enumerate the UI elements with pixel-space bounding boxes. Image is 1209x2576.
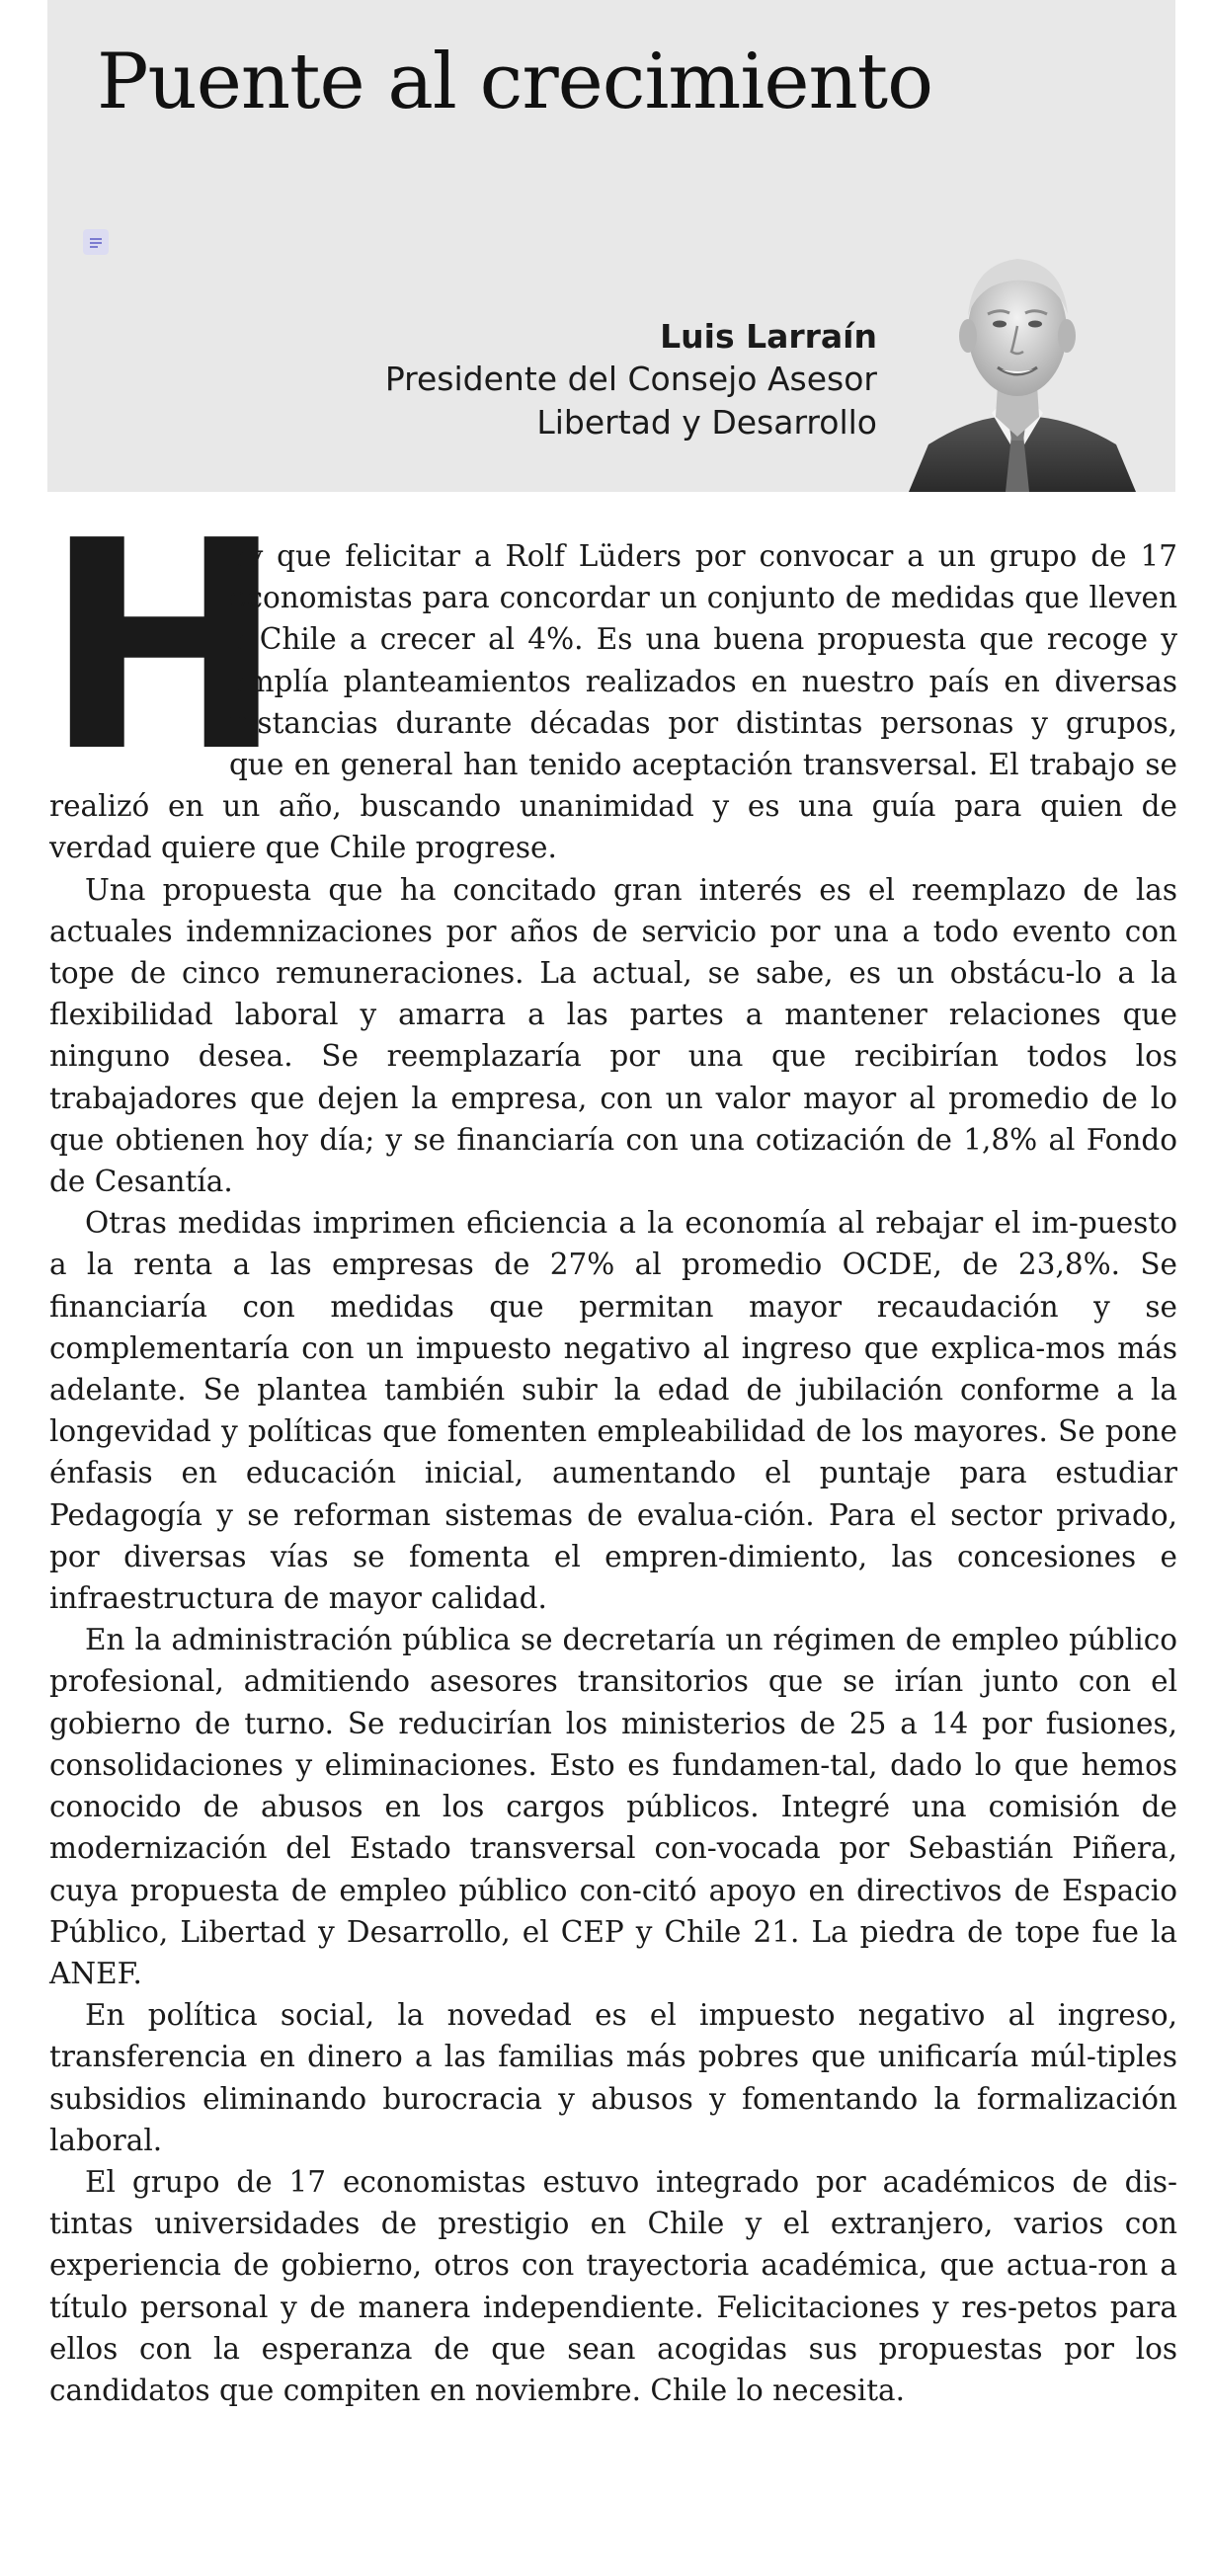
paragraph-1: ay que felicitar a Rolf Lüders por convocar a un grupo de 17 economistas para concordar un conjunto de medidas que lleven a Chile a crecer al 4%. Es una buena propuesta que recoge y amplía planteamientos realizados en nuestro país en diversas instancias durante décadas por distintas personas y grupos, que en general han tenido aceptación transversal. El trabajo se realizó en un año, buscando unanimidad y es una guía para quien de verdad quiere que Chile progrese.: [49, 539, 1177, 865]
author-role-line2: Libertad y Desarrollo: [536, 403, 877, 442]
author-name: Luis Larraín: [660, 317, 877, 356]
dropcap-h: [43, 479, 285, 815]
dropcap-letter: H: [43, 479, 285, 815]
author-role-line1: Presidente del Consejo Asesor: [384, 360, 877, 398]
paragraph-5: En política social, la novedad es el impuesto negativo al ingreso, transferencia en dinero a las familias más pobres que unificaría múl-tiples subsidios eliminando burocracia y abusos y fomentando la formalización laboral.: [49, 1998, 1177, 2157]
author-portrait: [889, 198, 1146, 492]
paragraph-2: Una propuesta que ha concitado gran interés es el reemplazo de las actuales indemnizaciones por años de servicio por una a todo evento con tope de cinco remuneraciones. La actual, se sabe, es un obstácu-lo a la flexibilidad laboral y amarra a las partes a mantener relaciones que ninguno desea. Se reemplazaría por una que recibirían todos los trabajadores que dejen la empresa, con un valor mayor al promedio de lo que obtienen hoy día; y se financiaría con una cotización de 1,8% al Fondo de Cesantía.: [49, 872, 1177, 1199]
article-body: [43, 479, 1177, 2411]
paragraph-6: El grupo de 17 economistas estuvo integrado por académicos de dis-tintas universidades de prestigio en Chile y el extranjero, varios con experiencia de gobierno, otros con trayectoria académica, que actua-ron a título personal y de manera independiente. Felicitaciones y res-petos para ellos con la esperanza de que sean acogidas sus propuestas por los candidatos que compiten en noviembre. Chile lo necesita.: [49, 2164, 1177, 2407]
paragraph-3: Otras medidas imprimen eficiencia a la economía al rebajar el im-puesto a la renta a las empresas de 27% al promedio OCDE, de 23,8%. Se financiaría con medidas que permitan mayor recaudación y se complementaría con un impuesto negativo al ingreso que explica-mos más adelante. Se plantea también subir la edad de jubilación conforme a la longevidad y políticas que fomenten empleabilidad de los mayores. Se pone énfasis en educación inicial, aumentando el puntaje para estudiar Pedagogía y se reforman sistemas de evalua-ción. Para el sector privado, por diversas vías se fomenta el empren-dimiento, las concesiones e infraestructura de mayor calidad.: [49, 1206, 1177, 1616]
headline: Puente al crecimiento: [97, 38, 933, 126]
document-note-icon[interactable]: [83, 229, 109, 255]
author-portrait-illustration: [889, 198, 1146, 492]
paragraph-4: En la administración pública se decretaría un régimen de empleo público profesional, admitiendo asesores transitorios que se irían junto con el gobierno de turno. Se reducirían los ministerios de 25 a 14 por fusiones, consolidaciones y eliminaciones. Esto es fundamen-tal, dado lo que hemos conocido de abusos en los cargos públicos. Integré una comisión de modernización del Estado transversal con-vocada por Sebastián Piñera, cuya propuesta de empleo público con-citó apoyo en directivos de Espacio Público, Libertad y Desarrollo, el CEP y Chile 21. La piedra de tope fue la ANEF.: [49, 1623, 1177, 1990]
byline: [385, 316, 877, 444]
